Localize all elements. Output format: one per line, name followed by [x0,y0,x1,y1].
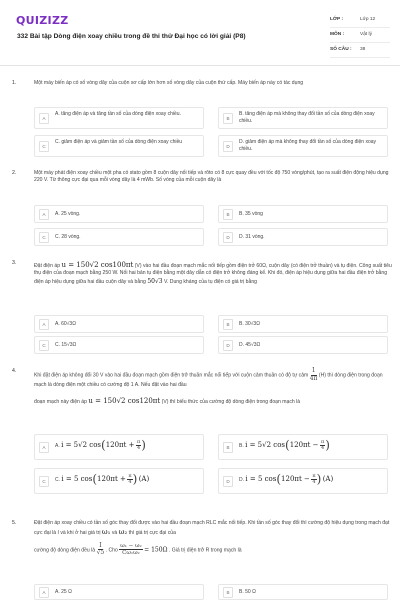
option-d[interactable] [218,135,388,157]
question-2 [12,170,392,250]
fraction-numerator: π [136,438,141,445]
option-text: A. 25 Ω [55,589,72,595]
option-letter: B [223,113,233,124]
option-d[interactable] [218,228,388,246]
meta-key: MÔN : [330,31,345,37]
option-letter: B [223,442,233,453]
option-a[interactable] [34,584,204,600]
current-formula: i = 5 cos [245,475,277,484]
voltage-formula: u = 150√2 cos100πt [61,261,134,269]
unit-label: (A) [138,475,150,484]
fraction-numerator: π [320,438,325,445]
option-formula: D. i = 5 cos(120πt − $\frac{\pi}{4}$ ) (A) [239,472,334,486]
option-letter: B [223,319,233,330]
option-letter: C [39,141,49,152]
page-title: 332 Bài tập Dòng điện xoay chiều trong đề thi thử Đại học có lời giải (P8) [17,33,246,40]
page-header [0,0,400,66]
question-number: 2. [12,170,17,176]
option-label: D. [239,477,244,484]
option-text: C. 15√3Ω [55,342,77,348]
question-text: Một máy biến áp có số vòng dây của cuộn sơ cấp lớn hơn số vòng dây của cuộn thứ cấp. Máy biến áp này có tác dụng [34,80,304,86]
option-letter: B [223,209,233,220]
question-number: 1. [12,80,17,86]
question-text-part: Đặt điện áp [34,263,61,269]
option-label: C. [55,477,60,484]
phase-arg: 120πt − [289,441,319,450]
fraction-denominator: Cω₁ω₂ [122,550,140,557]
option-text: C. giảm điện áp và giảm tần số của dòng điện xoay chiều [55,139,183,145]
question-number: 3. [12,260,17,266]
meta-value: Vật lý [360,31,372,37]
current-formula: i = 5√2 cos [245,441,285,450]
question-text [34,520,392,557]
option-a[interactable] [34,315,204,333]
current-fraction [97,543,105,557]
option-label: B. [239,443,244,450]
option-formula: B. i = 5√2 cos(120πt − $\frac{\pi}{4}$ ) [239,438,330,452]
fraction-denominator: 4π [309,374,318,382]
option-letter: D [223,340,233,351]
current-formula: i = 5√2 cos [61,441,101,450]
fraction-numerator: 1 [311,367,316,374]
option-c[interactable] [34,468,204,494]
option-c[interactable] [34,336,204,354]
resistance-equation: = 150Ω [144,546,168,554]
fraction-numerator: π [312,472,316,479]
option-letter: C [39,476,49,487]
question-text-part: (H) thì dòng điện trong đoạn mạch là dòng điện một chiều có cường độ 1 A. Nếu đặt vào hai đầu [34,372,383,389]
question-5 [12,520,392,600]
question-text-part: Đặt điện áp xoay chiều có tần số góc thay đổi được vào hai đầu đoạn mạch RLC mắc nối tiếp. Khi tần số góc thay đổi thì cường độ hiệu dụng trong mạch đạt cực đại là I và khi ở hai giá trị [34,520,390,537]
option-a[interactable] [34,205,204,223]
option-c[interactable] [34,135,204,157]
meta-key: SỐ CÂU : [330,46,352,52]
option-b[interactable] [218,205,388,223]
phase-arg: 120πt − [281,475,310,484]
option-text: A. 60√3Ω [55,321,76,327]
question-text [34,260,392,286]
question-text-part: . Cho [105,547,118,554]
option-a[interactable] [34,107,204,129]
option-c[interactable] [34,228,204,246]
option-text: C. 28 vòng. [55,234,81,240]
unit-label: (A) [322,475,334,484]
fraction-denominator: 4 [321,445,325,452]
option-text: D. 31 vòng. [239,234,265,240]
meta-row-count [330,43,390,58]
option-letter: D [223,141,233,152]
option-b[interactable] [218,315,388,333]
option-label: A. [55,443,60,450]
option-a[interactable] [34,434,204,460]
option-letter: D [223,476,233,487]
option-text: A. tăng điện áp và tăng tần số của dòng điện xoay chiều. [55,111,181,117]
option-text: B. 35 vòng [239,211,263,217]
option-letter: A [39,319,49,330]
option-formula: A. i = 5√2 cos(120πt + $\frac{\pi}{4}$ ) [55,438,146,452]
option-text: D. giảm điện áp mà không thay đổi tần số của dòng điện xoay chiều. [239,139,377,153]
question-text [34,368,392,406]
question-text-part: (V) thì biểu thức của cường độ dòng điện trong đoạn mạch là [161,398,301,405]
option-text: B. 30√3Ω [239,321,260,327]
option-letter: A [39,113,49,124]
question-text-part: cường độ dòng điện đều là [34,547,96,554]
option-letter: C [39,340,49,351]
meta-row-subject [330,28,390,43]
meta-value: 38 [360,46,366,52]
option-text: A. 25 vòng. [55,211,81,217]
current-formula: i = 5 cos [61,475,93,484]
fraction-denominator: 4 [128,479,132,486]
quizizz-logo: QUIZIZZ [16,14,69,27]
question-text-part: Khi đặt điện áp không đổi 30 V vào hai đầu đoạn mạch gồm điện trở thuần mắc nối tiếp với cuộn cảm thuần có độ tự cảm [34,372,309,379]
question-text-part: (V) vào hai đầu đoạn mạch mắc nối tiếp gồm điện trở 60Ω, cuộn dây (có điện trở thuần) và tụ điện. Công suất tiêu thụ điện của đoạn mạch bằng 250 W. Nối hai bản tụ điện bằng một dây dẫn có điện trở không đáng kể. Khi đó, điện áp hiệu dụng giữa hai đầu điện trở bằng điện áp hiệu dụng giữa hai đầu cuộn dây và bằng [34,263,392,285]
option-formula: C. i = 5 cos(120πt + $\frac{\pi}{4}$ ) (A) [55,472,150,486]
question-text-part: . Giá trị điện trở R trong mạch là [168,547,242,554]
option-text: B. 50 Ω [239,589,256,595]
fraction-numerator: I [99,541,102,549]
phase-arg: 120πt + [105,441,135,450]
meta-key: LỚP : [330,16,344,22]
meta-row-class [330,13,390,28]
option-text: D. 45√3Ω [239,342,261,348]
meta-value: Lớp 12 [360,16,376,22]
voltage-formula: u = 150√2 cos120πt [88,396,161,405]
option-text: B. tăng điện áp mà không thay đổi tần số của dòng điện xoay chiều. [239,111,375,125]
option-letter: B [223,587,233,598]
question-4 [12,368,392,508]
option-letter: A [39,442,49,453]
question-number: 4. [12,368,17,374]
omega-fraction [119,543,142,556]
question-text: Một máy phát điện xoay chiều một pha có stato gồm 8 cuộn dây nối tiếp và rôto có 8 cực quay đều với tốc độ 750 vòng/phút, tạo ra suất điện động hiệu dụng 220 V. Từ thông cực đại qua mỗi vòng dây là 4 mWb. Số vòng của mỗi cuộn dây là [34,170,389,184]
question-text-part: V. Dung kháng của tụ điện có giá trị bằng [164,278,257,285]
fraction-numerator: ω₁ − ω₂ [120,543,142,550]
option-letter: C [39,232,49,243]
fraction-denominator: √5 [96,549,105,557]
conjunction: và [111,530,118,537]
question-1 [12,80,392,160]
omega-1: ω₁ [101,528,111,537]
option-b[interactable] [218,107,388,129]
question-3 [12,260,392,360]
inductance-fraction [310,368,318,382]
fraction-denominator: 4 [312,479,316,486]
option-d[interactable] [218,336,388,354]
option-letter: D [223,232,233,243]
option-b[interactable] [218,434,388,460]
omega-2: ω₂ [118,528,128,537]
option-letter: A [39,587,49,598]
option-b[interactable] [218,584,388,600]
phase-arg: 120πt + [97,475,126,484]
question-text-part: thì giá trị cực đại của [128,530,176,537]
question-text-part: đoạn mạch này điện áp [34,398,87,405]
option-d[interactable] [218,468,388,494]
voltage-value: 50√3 [147,277,163,285]
fraction-numerator: π [128,472,132,479]
fraction-denominator: 4 [137,445,141,452]
question-number: 5. [12,520,17,526]
option-letter: A [39,209,49,220]
meta-table [330,13,390,58]
